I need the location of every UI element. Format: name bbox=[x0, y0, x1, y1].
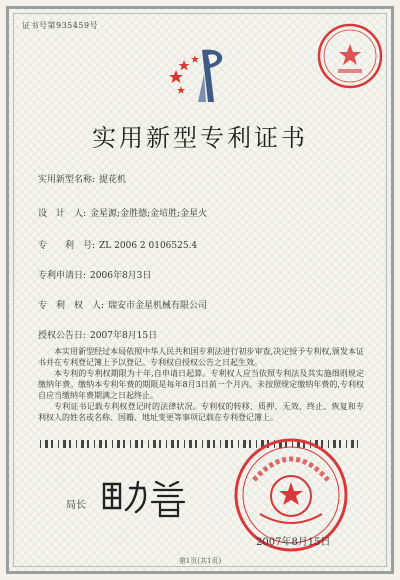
field-grant-date bbox=[38, 328, 157, 341]
field-value: 提花机 bbox=[99, 175, 127, 185]
body-paragraph: 本实用新型经过本局依照中华人民共和国专利法进行初步审查,决定授予专利权,颁发本证书并在专利登记簿上予以登记。专利权自授权公告之日起生效。 bbox=[38, 347, 364, 367]
field-designers bbox=[38, 206, 207, 219]
field-patent-number bbox=[38, 238, 197, 251]
seal-date: 2007年8月15日 bbox=[256, 537, 331, 548]
field-label: 设 计 人: bbox=[38, 209, 87, 219]
field-label: 授权公告日: bbox=[38, 331, 87, 341]
certificate-title: 实用新型专利证书 bbox=[92, 124, 308, 152]
field-label: 专 利 权 人: bbox=[38, 301, 105, 311]
body-paragraph: 本专利的专利权期限为十年,自申请日起算。专利权人应当依照专利法及其实施细则规定缴纳年费。缴纳本专利年费的期限是每年8月3日前一个月内。未按照规定缴纳年费的,专利权自应当缴纳年费期满之日起终止。 bbox=[38, 369, 364, 400]
certificate-body-text bbox=[38, 346, 364, 423]
field-label: 实用新型名称: bbox=[38, 175, 96, 185]
certificate-number: 证书号第935459号 bbox=[22, 21, 99, 30]
field-value: ZL 2006 2 0106525.4 bbox=[99, 241, 198, 251]
director-signature-icon bbox=[98, 474, 190, 518]
field-value: 瑞安市金星机械有限公司 bbox=[108, 301, 208, 311]
field-value: 金星源;金胜德;金培胜;金星火 bbox=[90, 209, 208, 219]
patent-office-emblem-icon bbox=[168, 44, 234, 104]
field-utility-model-name bbox=[38, 172, 126, 185]
field-value: 2007年8月15日 bbox=[90, 331, 158, 341]
body-paragraph: 专利证书记载专利权登记时的法律状况。专利权的转移、质押、无效、终止、恢复和专利权人的姓名或名称、国籍、地址变更等事项记载在专利登记簿上。 bbox=[38, 402, 364, 422]
field-application-date bbox=[38, 268, 151, 281]
field-label: 专利申请日: bbox=[38, 271, 87, 281]
page-number: 第1页(共1页) bbox=[178, 557, 222, 565]
field-patentee bbox=[38, 298, 207, 311]
director-label: 局长 bbox=[66, 500, 86, 511]
field-value: 2006年8月3日 bbox=[90, 271, 152, 281]
field-label: 专 利 号: bbox=[38, 241, 96, 251]
red-seal-stamp-icon bbox=[316, 22, 384, 90]
